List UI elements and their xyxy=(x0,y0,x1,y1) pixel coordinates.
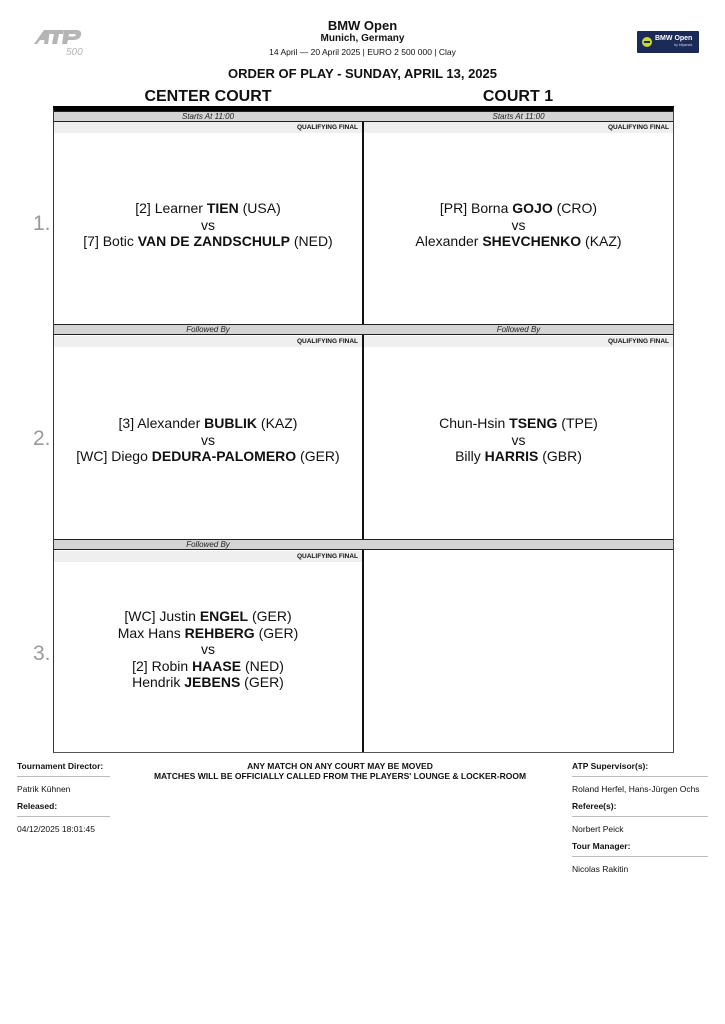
player-surname: BUBLIK xyxy=(204,415,258,431)
supervisor-names: Roland Herfel, Hans-Jürgen Ochs xyxy=(572,784,700,794)
court-title-center-court: CENTER COURT xyxy=(144,88,272,105)
notice-line: MATCHES WILL BE OFFICIALLY CALLED FROM THE PLAYERS' LOUNGE & LOCKER-ROOM xyxy=(153,771,527,781)
player-line xyxy=(364,415,673,432)
notice-line: ANY MATCH ON ANY COURT MAY BE MOVED xyxy=(247,761,433,771)
player-surname: HAASE xyxy=(192,657,242,674)
order-of-play-grid xyxy=(53,106,674,753)
vs-label: vs xyxy=(511,431,526,448)
player-surname: TSENG xyxy=(509,415,558,431)
player-text: (TPE) xyxy=(557,415,598,431)
player-text: (NED) xyxy=(241,657,284,674)
player-surname: GOJO xyxy=(512,200,553,216)
match-card xyxy=(54,415,362,465)
player-surname: REHBERG xyxy=(184,624,255,641)
player-text: (GER) xyxy=(240,674,284,690)
player-line xyxy=(54,658,362,675)
round-label: QUALIFYING FINAL xyxy=(364,336,673,347)
tournament-director-name: Patrik Kühnen xyxy=(17,784,71,794)
timing-label: Followed By xyxy=(496,325,541,334)
order-of-play-title: ORDER OF PLAY - SUNDAY, APRIL 13, 2025 xyxy=(227,66,497,81)
vs-label: vs xyxy=(201,216,215,233)
player-surname: VAN DE ZANDSCHULP xyxy=(137,233,290,249)
timing-label xyxy=(364,540,673,549)
player-line xyxy=(54,200,362,217)
footer-notice xyxy=(120,761,560,781)
tournament-location: Munich, Germany xyxy=(320,33,405,44)
timing-label: Starts At 11:00 xyxy=(181,112,235,121)
player-text: Hendrik xyxy=(132,674,185,690)
player-surname: TIEN xyxy=(206,200,239,216)
tournament-info: 14 April — 20 April 2025 | EURO 2 500 000 | Clay xyxy=(269,47,456,57)
timing-bar xyxy=(54,539,673,550)
referee-label: Referee(s): xyxy=(572,801,708,817)
player-text: Max Hans xyxy=(117,624,185,641)
row-number: 3. xyxy=(33,642,51,665)
row-number: 1. xyxy=(33,212,51,235)
sponsor-logo-subtext: by bitpanda xyxy=(674,43,693,47)
vs-label: vs xyxy=(201,431,215,448)
player-text: [WC] Justin xyxy=(124,608,200,624)
player-text: Alexander xyxy=(415,233,483,249)
player-text: Chun-Hsin xyxy=(439,415,510,431)
player-text: (KAZ) xyxy=(257,415,298,431)
player-text: [7] Botic xyxy=(83,233,138,249)
player-line xyxy=(54,625,362,642)
tour-manager-name: Nicolas Rakitin xyxy=(572,864,629,874)
player-line xyxy=(54,415,362,432)
sponsor-logo-text: BMW Open xyxy=(655,35,693,42)
vs-label: vs xyxy=(201,641,215,657)
player-line xyxy=(364,448,673,465)
round-label: QUALIFYING FINAL xyxy=(364,122,673,133)
timing-bar xyxy=(54,111,673,122)
player-text: Billy xyxy=(455,448,485,464)
footer-officials-right xyxy=(572,761,708,881)
timing-label: Starts At 11:00 xyxy=(492,112,545,121)
released-timestamp: 04/12/2025 18:01:45 xyxy=(17,824,95,834)
player-text: (CRO) xyxy=(552,200,598,216)
player-text: [2] Robin xyxy=(132,657,193,674)
player-text: [PR] Borna xyxy=(439,200,513,216)
player-text: (GER) xyxy=(254,624,299,641)
tournament-director-label: Tournament Director: xyxy=(17,761,110,777)
round-label: QUALIFYING FINAL xyxy=(54,336,362,347)
player-line xyxy=(54,233,362,250)
player-text: [WC] Diego xyxy=(76,448,152,464)
timing-label: Followed By xyxy=(186,540,230,549)
player-surname: HARRIS xyxy=(484,448,539,464)
tour-manager-label: Tour Manager: xyxy=(572,841,708,857)
vs-label: vs xyxy=(511,216,526,233)
match-card xyxy=(54,200,362,250)
player-surname: ENGEL xyxy=(199,608,249,624)
row-number: 2. xyxy=(33,427,51,450)
player-line xyxy=(364,200,673,217)
timing-bar xyxy=(54,324,673,335)
footer-officials-left xyxy=(17,761,110,841)
tournament-title: BMW Open xyxy=(327,18,398,33)
round-label: QUALIFYING FINAL xyxy=(54,551,362,562)
player-text: [3] Alexander xyxy=(118,415,205,431)
player-text: (GER) xyxy=(248,608,292,624)
atp-500-text: 500 xyxy=(66,47,83,58)
player-line xyxy=(54,608,362,625)
player-text: (NED) xyxy=(289,233,333,249)
match-card xyxy=(364,200,673,250)
player-text: (USA) xyxy=(238,200,281,216)
round-label: QUALIFYING FINAL xyxy=(54,122,362,133)
player-line xyxy=(364,233,673,250)
released-label: Released: xyxy=(17,801,110,817)
player-text: (GER) xyxy=(296,448,340,464)
player-text: (KAZ) xyxy=(581,233,622,249)
player-surname: SHEVCHENKO xyxy=(482,233,582,249)
court-title-court-1: COURT 1 xyxy=(482,88,554,105)
supervisor-label: ATP Supervisor(s): xyxy=(572,761,708,777)
match-card xyxy=(364,415,673,465)
referee-name: Norbert Peick xyxy=(572,824,624,834)
timing-label: Followed By xyxy=(186,325,230,334)
player-text: (GBR) xyxy=(538,448,582,464)
player-surname: JEBENS xyxy=(184,674,241,690)
player-line xyxy=(54,674,362,691)
player-surname: DEDURA-PALOMERO xyxy=(151,448,297,464)
player-line xyxy=(54,448,362,465)
match-card xyxy=(54,608,362,691)
player-text: [2] Learner xyxy=(135,200,207,216)
